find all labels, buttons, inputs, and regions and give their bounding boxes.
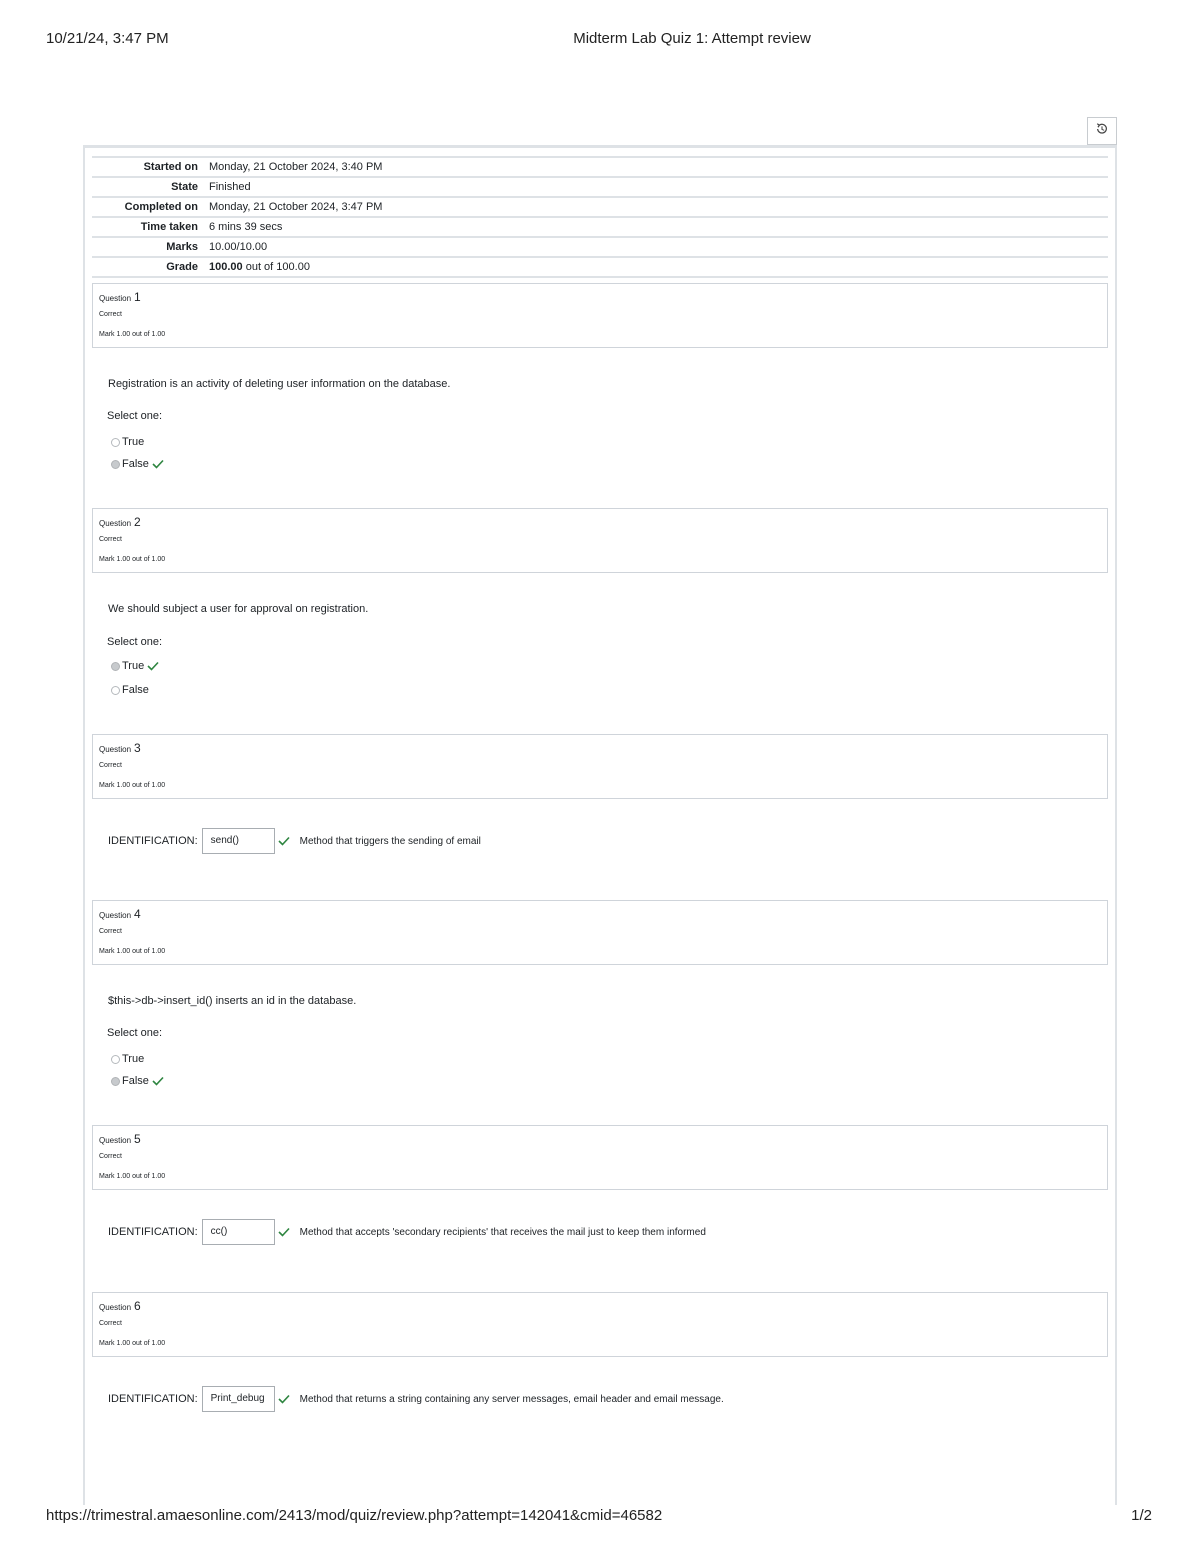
option-label: True bbox=[122, 436, 145, 448]
question-text: We should subject a user for approval on registration. bbox=[108, 603, 369, 615]
summary-value: 10.00/10.00 bbox=[209, 241, 268, 253]
summary-label: Marks bbox=[166, 241, 198, 253]
identification-label: IDENTIFICATION: bbox=[108, 1393, 198, 1405]
question-state: Correct bbox=[99, 762, 122, 769]
option-label: False bbox=[122, 684, 149, 696]
question-info-3 bbox=[92, 734, 1108, 799]
question-prefix: Question bbox=[99, 745, 132, 754]
check-icon bbox=[278, 1227, 290, 1237]
option-label: False bbox=[122, 458, 149, 470]
option-label: True bbox=[122, 1053, 145, 1065]
question-num: 3 bbox=[134, 741, 141, 755]
question-prefix: Question bbox=[99, 1303, 132, 1312]
summary-row-marks bbox=[92, 238, 1108, 258]
option-true[interactable] bbox=[111, 659, 159, 673]
grade-out-of: out of 100.00 bbox=[242, 261, 310, 273]
identification-row bbox=[108, 828, 481, 854]
option-false[interactable] bbox=[111, 683, 149, 697]
radio-button-selected[interactable] bbox=[111, 460, 120, 469]
answer-input[interactable]: Print_debug bbox=[202, 1386, 275, 1412]
question-number bbox=[99, 907, 141, 921]
identification-label: IDENTIFICATION: bbox=[108, 1226, 198, 1238]
select-one-prompt: Select one: bbox=[107, 636, 163, 648]
summary-row-grade bbox=[92, 258, 1108, 278]
question-state: Correct bbox=[99, 1153, 122, 1160]
identification-row bbox=[108, 1386, 724, 1412]
summary-label: Started on bbox=[143, 161, 198, 173]
question-number bbox=[99, 1299, 141, 1313]
question-num: 6 bbox=[134, 1299, 141, 1313]
question-state: Correct bbox=[99, 311, 122, 318]
check-icon bbox=[147, 661, 159, 671]
summary-label: State bbox=[171, 181, 198, 193]
attempt-summary-table bbox=[92, 156, 1108, 278]
radio-button[interactable] bbox=[111, 438, 120, 447]
question-grade: Mark 1.00 out of 1.00 bbox=[99, 948, 166, 955]
question-number bbox=[99, 741, 141, 755]
print-title: Midterm Lab Quiz 1: Attempt review bbox=[573, 30, 811, 47]
question-grade: Mark 1.00 out of 1.00 bbox=[99, 556, 166, 563]
option-true[interactable] bbox=[111, 1052, 144, 1066]
option-false[interactable] bbox=[111, 457, 164, 471]
option-true[interactable] bbox=[111, 435, 144, 449]
question-info-1 bbox=[92, 283, 1108, 348]
option-false[interactable] bbox=[111, 1074, 164, 1088]
answer-input[interactable]: send() bbox=[202, 828, 275, 854]
summary-value: Monday, 21 October 2024, 3:40 PM bbox=[209, 161, 383, 173]
summary-row-completed bbox=[92, 198, 1108, 218]
question-prefix: Question bbox=[99, 294, 132, 303]
summary-row-time-taken bbox=[92, 218, 1108, 238]
summary-value: 6 mins 39 secs bbox=[209, 221, 283, 233]
question-num: 5 bbox=[134, 1132, 141, 1146]
identification-hint: Method that triggers the sending of email bbox=[299, 835, 481, 847]
radio-button-selected[interactable] bbox=[111, 1077, 120, 1086]
radio-button[interactable] bbox=[111, 1055, 120, 1064]
question-info-6 bbox=[92, 1292, 1108, 1357]
radio-button-selected[interactable] bbox=[111, 662, 120, 671]
question-grade: Mark 1.00 out of 1.00 bbox=[99, 331, 166, 338]
check-icon bbox=[278, 836, 290, 846]
question-number bbox=[99, 515, 141, 529]
question-grade: Mark 1.00 out of 1.00 bbox=[99, 1340, 166, 1347]
question-state: Correct bbox=[99, 1320, 122, 1327]
print-page-number: 1/2 bbox=[1131, 1507, 1152, 1524]
question-state: Correct bbox=[99, 928, 122, 935]
summary-value bbox=[209, 258, 310, 276]
question-prefix: Question bbox=[99, 911, 132, 920]
grade-score: 100.00 bbox=[209, 261, 243, 273]
answer-input[interactable]: cc() bbox=[202, 1219, 275, 1245]
question-number bbox=[99, 1132, 141, 1146]
print-header bbox=[46, 30, 1152, 50]
select-one-prompt: Select one: bbox=[107, 1027, 163, 1039]
reset-layout-button[interactable] bbox=[1087, 117, 1117, 145]
print-footer bbox=[46, 1507, 1152, 1527]
question-num: 4 bbox=[134, 907, 141, 921]
identification-row bbox=[108, 1219, 706, 1245]
question-number bbox=[99, 290, 141, 304]
identification-label: IDENTIFICATION: bbox=[108, 835, 198, 847]
question-num: 1 bbox=[134, 290, 141, 304]
question-text: $this->db->insert_id() inserts an id in the database. bbox=[108, 995, 357, 1007]
check-icon bbox=[152, 1076, 164, 1086]
identification-hint: Method that accepts 'secondary recipients' that receives the mail just to keep them informed bbox=[299, 1226, 706, 1238]
question-info-5 bbox=[92, 1125, 1108, 1190]
identification-hint: Method that returns a string containing any server messages, email header and email message. bbox=[299, 1393, 724, 1405]
question-state: Correct bbox=[99, 536, 122, 543]
question-text: Registration is an activity of deleting user information on the database. bbox=[108, 378, 451, 390]
select-one-prompt: Select one: bbox=[107, 410, 163, 422]
summary-label: Time taken bbox=[140, 221, 198, 233]
summary-label: Grade bbox=[166, 261, 198, 273]
option-label: True bbox=[122, 660, 145, 672]
history-icon bbox=[1095, 122, 1109, 141]
question-prefix: Question bbox=[99, 1136, 132, 1145]
check-icon bbox=[278, 1394, 290, 1404]
question-grade: Mark 1.00 out of 1.00 bbox=[99, 782, 166, 789]
question-grade: Mark 1.00 out of 1.00 bbox=[99, 1173, 166, 1180]
check-icon bbox=[152, 459, 164, 469]
question-info-4 bbox=[92, 900, 1108, 965]
summary-value: Monday, 21 October 2024, 3:47 PM bbox=[209, 201, 383, 213]
radio-button[interactable] bbox=[111, 686, 120, 695]
question-num: 2 bbox=[134, 515, 141, 529]
summary-row-state bbox=[92, 178, 1108, 198]
summary-value: Finished bbox=[209, 181, 251, 193]
option-label: False bbox=[122, 1075, 149, 1087]
summary-row-started bbox=[92, 158, 1108, 178]
print-date: 10/21/24, 3:47 PM bbox=[46, 30, 169, 47]
question-info-2 bbox=[92, 508, 1108, 573]
summary-label: Completed on bbox=[124, 201, 198, 213]
print-url: https://trimestral.amaesonline.com/2413/mod/quiz/review.php?attempt=142041&cmid=46582 bbox=[46, 1507, 663, 1524]
question-prefix: Question bbox=[99, 519, 132, 528]
